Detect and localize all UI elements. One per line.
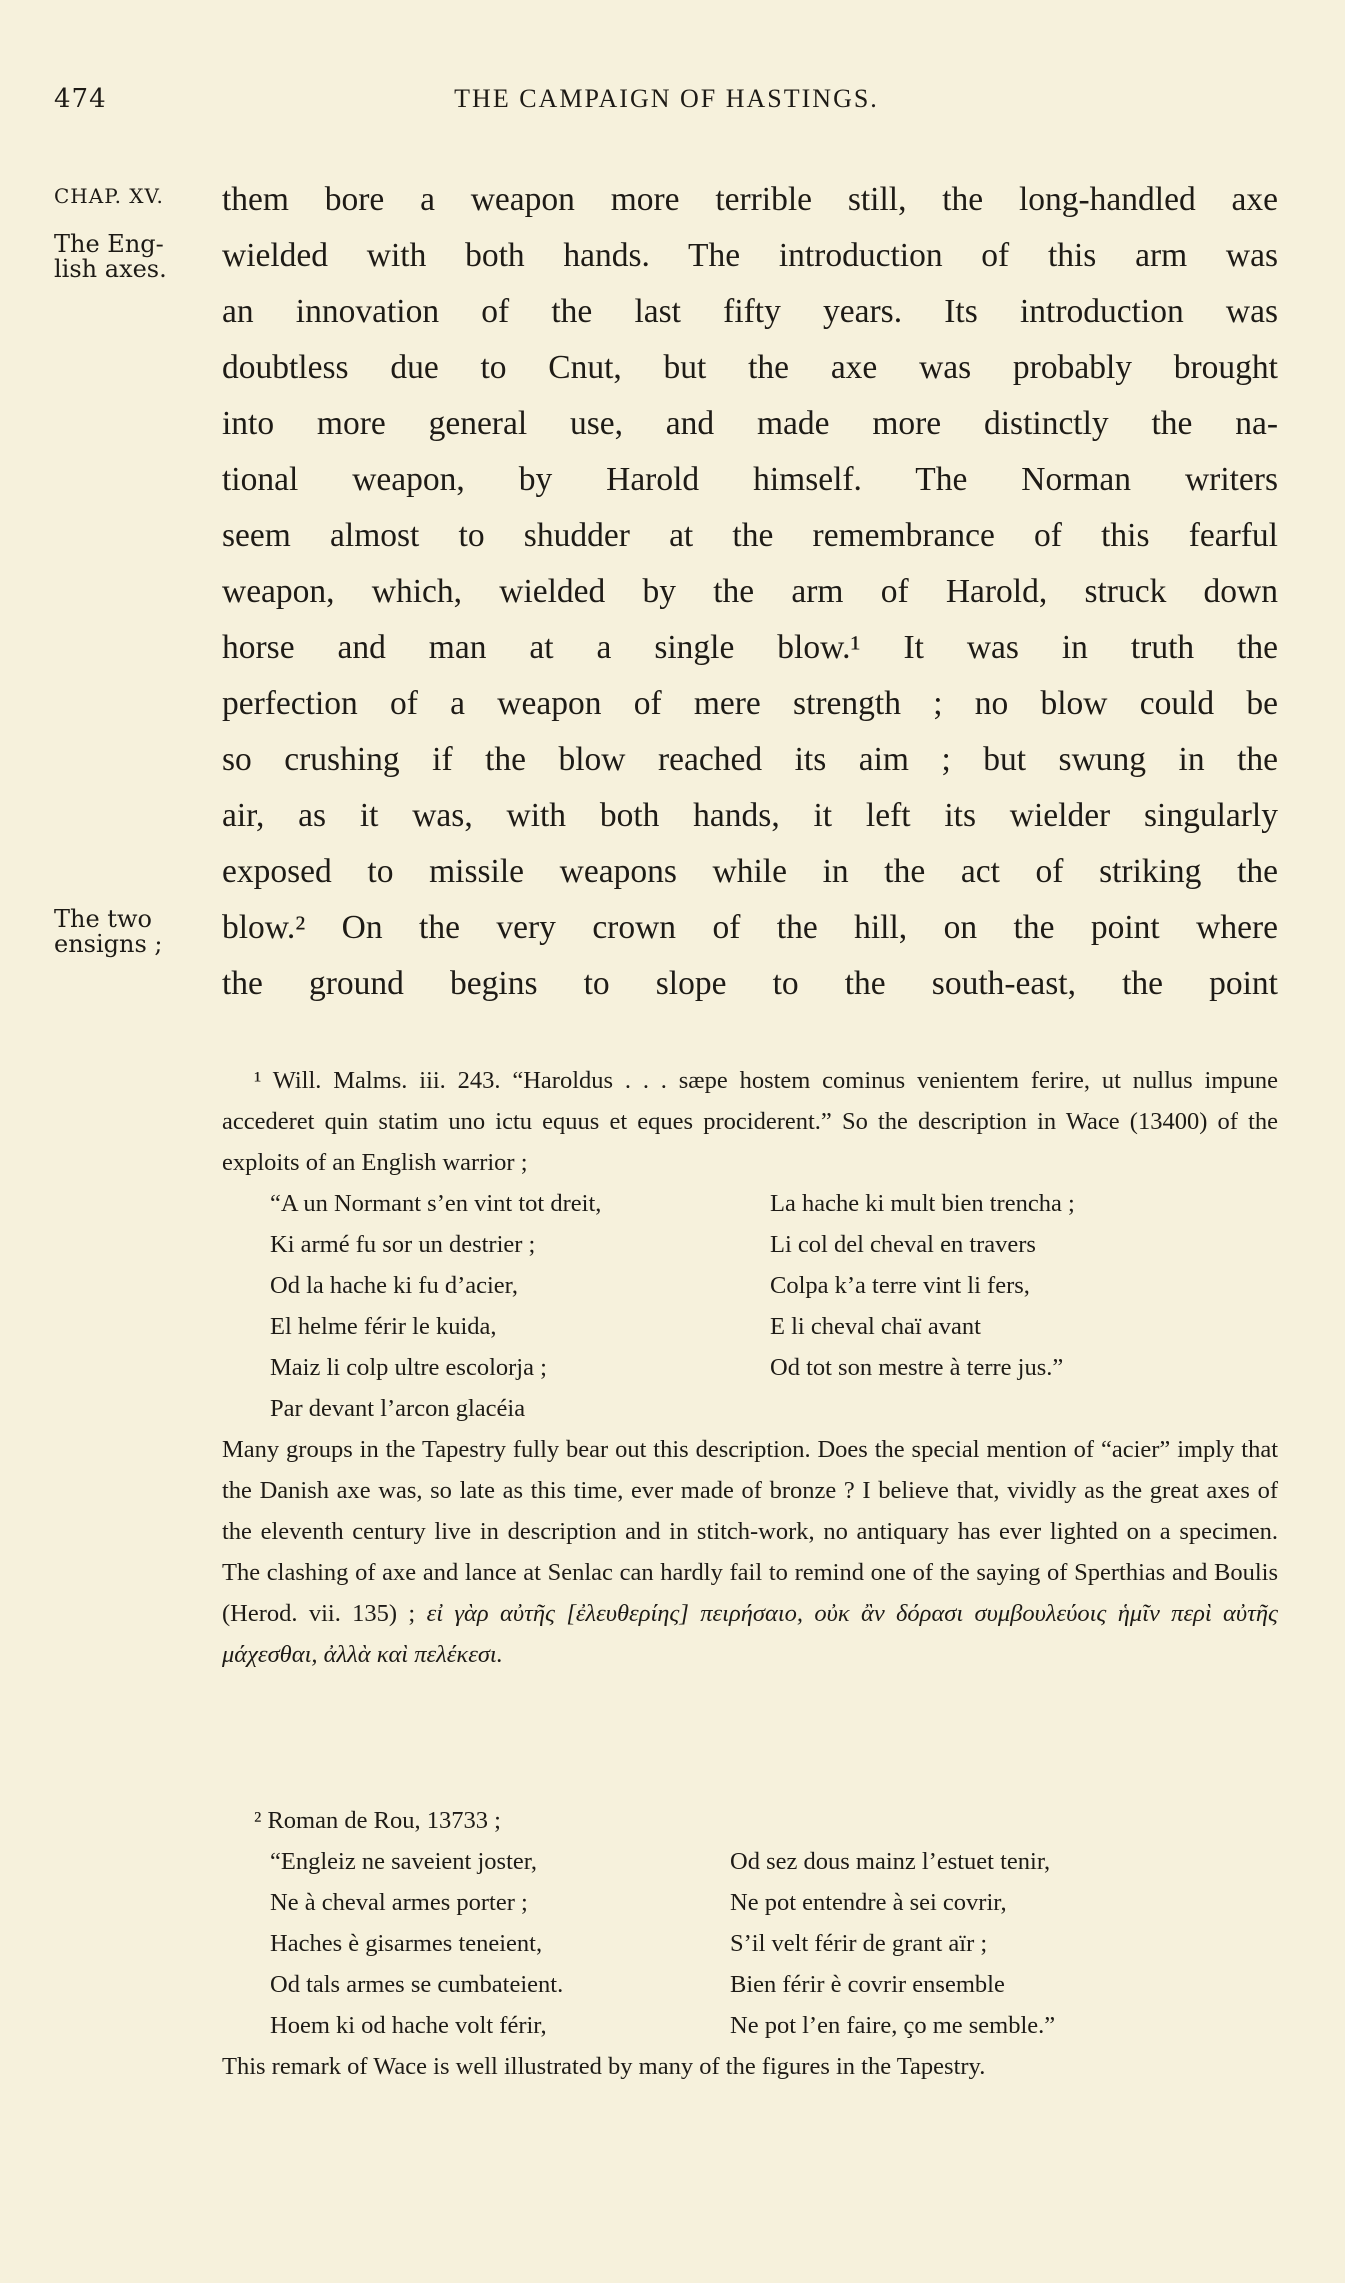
margin-note-two-ensigns [54,907,204,957]
verse-line: Od la hache ki fu d’acier, [270,1272,518,1299]
footnote-1-intro: ¹ Will. Malms. iii. 243. “Haroldus . . . sæpe hostem cominus venientem ferire, ut nullus impune accederet quin statim uno ictu equus et eques prociderent.” So the description in Wace (13400) of the exploits of an English warrior ; [222,1067,1278,1176]
margin-note-line: lish axes. [54,255,167,283]
verse-line: Ne pot entendre à sei covrir, [730,1889,1007,1916]
verse-line: Ne pot l’en faire, ço me semble.” [730,2012,1056,2039]
verse-line: Od sez dous mainz l’estuet tenir, [730,1848,1051,1875]
text-line: perfection of a weapon of mere strength ; no blow could be [222,685,1278,722]
verse-line: La hache ki mult bien trencha ; [770,1190,1075,1217]
text-line: doubtless due to Cnut, but the axe was probably brought [222,349,1278,386]
verse-line: Par devant l’arcon glacéia [270,1395,526,1422]
footnote-1-verse [222,1183,1278,1429]
margin-note-english-axes [54,232,204,282]
chapter-label: CHAP. XV. [54,184,164,208]
footnote-2-after: This remark of Wace is well illustrated by many of the figures in the Tapestry. [222,2053,986,2080]
footnote-2-intro: ² Roman de Rou, 13733 ; [254,1807,501,1834]
text-line: seem almost to shudder at the remembrance of this fearful [222,517,1278,554]
verse-line: Li col del cheval en travers [770,1231,1036,1258]
verse-line: Ki armé fu sor un destrier ; [270,1231,536,1258]
greek-quotation: εἰ γὰρ αὐτῆς [ἐλευθερίης] πειρήσαιο, οὐκ ἂν δόρασι συμβουλεύοις ἡμῖν περὶ αὐτῆς μάχεσθαι, ἀλλὰ καὶ πελέκεσι. [222,1600,1278,1668]
text-line: weapon, which, wielded by the arm of Harold, struck down [222,573,1278,610]
verse-line: Od tot son mestre à terre jus.” [770,1354,1064,1381]
footnote-1-commentary: Many groups in the Tapestry fully bear out this description. Does the special mention of “acier” imply that the Danish axe was, so late as this time, ever made of bronze ? I believe that, vividly as the great axes of the eleventh century live in description and in stitch-work, no antiquary has ever lighted on a specimen. The clashing of axe and lance at Senlac can hardly fail to remind one of the saying of Sperthias and Boulis (Herod. vii. 135) ; [222,1436,1278,1627]
main-text [222,172,1278,1012]
text-line: them bore a weapon more terrible still, the long-handled axe [222,181,1278,218]
verse-line: Od tals armes se cumbateient. [270,1971,564,1998]
verse-line [770,1388,1278,1429]
footnote-2-verse [222,1841,1278,2046]
verse-line: Colpa k’a terre vint li fers, [770,1272,1030,1299]
footnote-2 [222,1800,1278,2087]
verse-line: “Engleiz ne saveient joster, [270,1848,538,1875]
verse-line: “A un Normant s’en vint tot dreit, [270,1190,602,1217]
page-number: 474 [54,84,107,114]
text-line: tional weapon, by Harold himself. The Norman writers [222,461,1278,498]
verse-line: Maiz li colp ultre escolorja ; [270,1354,547,1381]
text-line: exposed to missile weapons while in the act of striking the [222,853,1278,890]
footnote-1 [222,1060,1278,1675]
text-line: into more general use, and made more distinctly the na- [222,405,1278,442]
text-line: air, as it was, with both hands, it left its wielder singularly [222,797,1278,834]
verse-line: Hoem ki od hache volt férir, [270,2012,547,2039]
verse-line: Haches è gisarmes teneient, [270,1930,543,1957]
verse-line: Ne à cheval armes porter ; [270,1889,528,1916]
margin-note-line: The two [54,905,152,933]
text-line: so crushing if the blow reached its aim ; but swung in the [222,741,1278,778]
text-line: blow.² On the very crown of the hill, on the point where [222,909,1278,946]
footnote-1-after [222,1429,1278,1675]
verse-line: E li cheval chaï avant [770,1313,981,1340]
running-title: THE CAMPAIGN OF HASTINGS. [454,84,879,113]
text-line: an innovation of the last fifty years. Its introduction was [222,293,1278,330]
verse-line: El helme férir le kuida, [270,1313,497,1340]
margin-note-line: The Eng- [54,230,164,258]
verse-line: Bien férir è covrir ensemble [730,1971,1005,1998]
text-line: wielded with both hands. The introduction of this arm was [222,237,1278,274]
text-line: the ground begins to slope to the south-east, the point [222,965,1278,1002]
page-header [54,84,1279,124]
text-line: horse and man at a single blow.¹ It was in truth the [222,629,1278,666]
margin-note-line: ensigns ; [54,930,163,958]
verse-line: S’il velt férir de grant aïr ; [730,1930,988,1957]
